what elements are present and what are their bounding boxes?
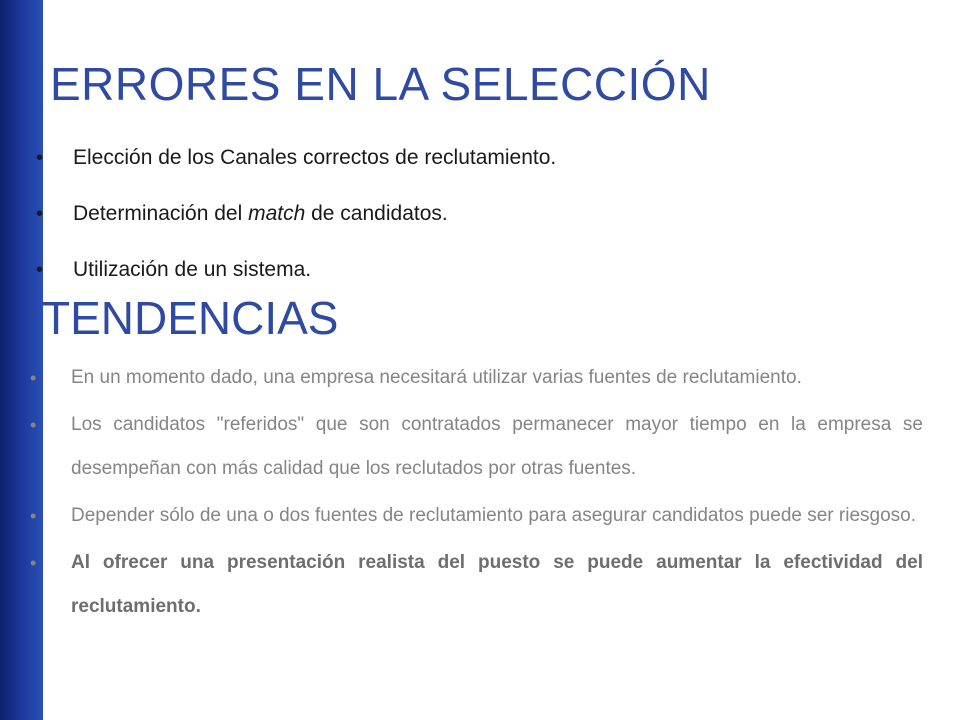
list-item-text-emphasis: match	[248, 202, 306, 225]
bullet-icon: •	[30, 553, 37, 573]
list-item	[36, 196, 896, 232]
list-item	[36, 140, 896, 176]
list-item-text: En un momento dado, una empresa necesitará utilizar varias fuentes de reclutamiento.	[71, 367, 802, 388]
bullet-icon: •	[30, 506, 37, 526]
bullet-icon: •	[36, 259, 44, 281]
tendencias-bullet-list	[30, 356, 923, 632]
list-item-text: Utilización de un sistema.	[73, 258, 312, 281]
list-item-text: Al ofrecer una presentación realista del puesto se puede aumentar la efectividad del reclutamiento.	[71, 552, 923, 617]
list-item	[36, 252, 896, 288]
bullet-icon: •	[30, 368, 37, 388]
list-item-text: Los candidatos "referidos" que son contratados permanecer mayor tiempo en la empresa se desempeñan con más calidad que los reclutados por otras fuentes.	[71, 414, 923, 479]
list-item-text-pre: Determinación del	[73, 202, 249, 225]
bullet-icon: •	[36, 147, 44, 169]
heading-errores: ERRORES EN LA SELECCIÓN	[50, 58, 711, 110]
list-item-text: Depender sólo de una o dos fuentes de reclutamiento para asegurar candidatos puede ser riesgoso.	[71, 505, 916, 526]
list-item-emphasized	[30, 541, 923, 629]
list-item-text-post: de candidatos.	[305, 202, 448, 225]
list-item	[30, 403, 923, 491]
list-item	[30, 494, 923, 538]
errores-bullet-list	[36, 140, 896, 288]
list-item-text: Elección de los Canales correctos de reclutamiento.	[73, 146, 557, 169]
bullet-icon: •	[30, 415, 37, 435]
list-item	[30, 356, 923, 400]
bullet-icon: •	[36, 203, 44, 225]
heading-tendencias: TENDENCIAS	[42, 292, 339, 344]
